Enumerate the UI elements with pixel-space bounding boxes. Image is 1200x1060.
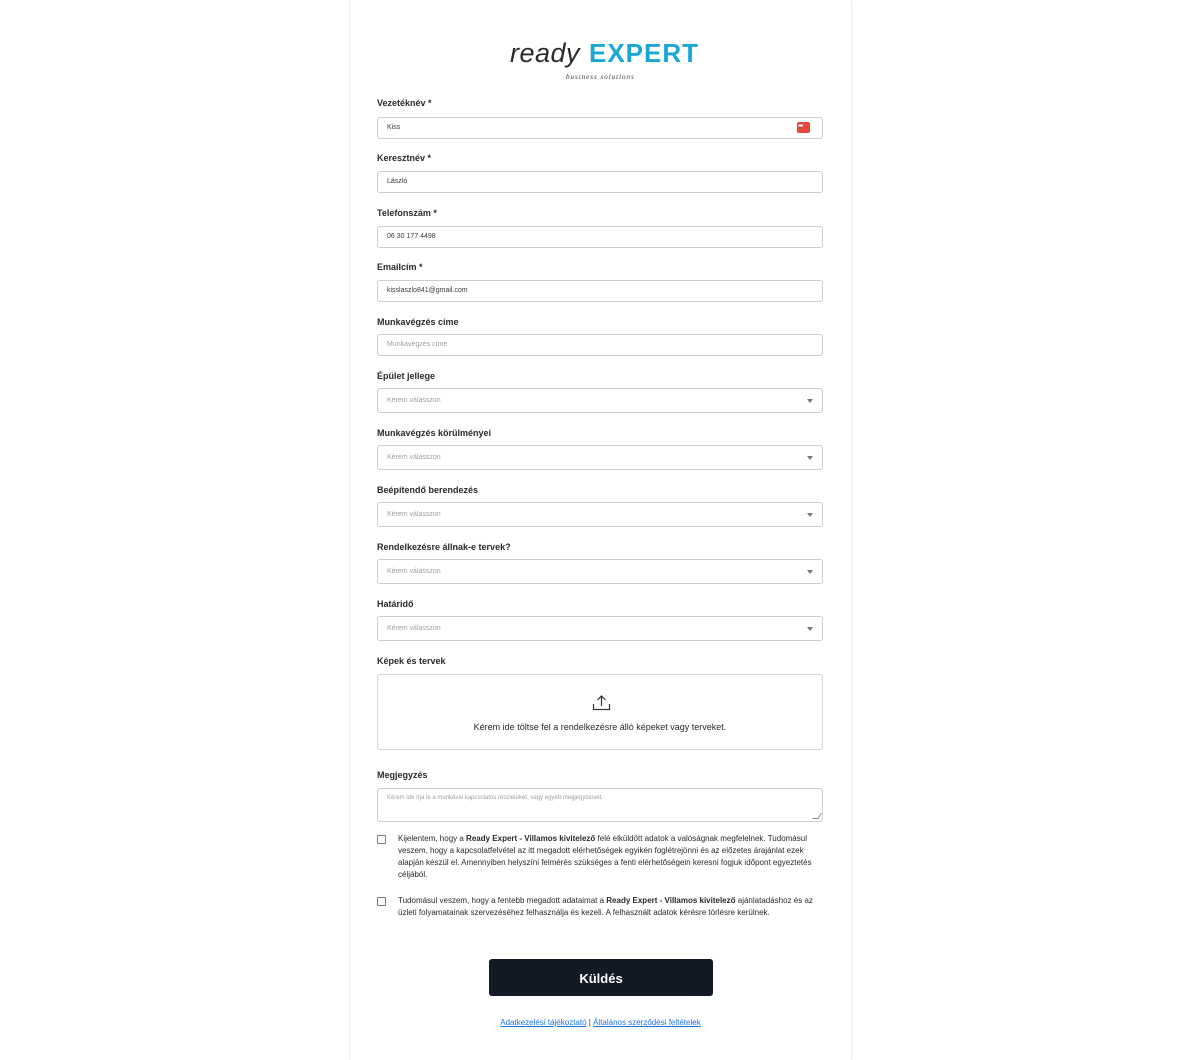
phone-label: Telefonszám * (377, 208, 437, 218)
upload-label: Képek és tervek (377, 656, 446, 666)
building-type-select[interactable] (377, 388, 823, 413)
work-conditions-label: Munkavégzés körülményei (377, 428, 492, 438)
ready-expert-logo (510, 38, 700, 86)
consent-data-company: Ready Expert - Villamos kivitelező (606, 896, 736, 905)
chevron-down-icon (807, 456, 813, 460)
work-conditions-select[interactable] (377, 445, 823, 470)
logo-tagline: business solutions (566, 73, 635, 81)
password-manager-icon[interactable] (797, 122, 810, 133)
deadline-label: Határidő (377, 599, 414, 609)
logo-expert-text: EXPERT (589, 38, 700, 68)
equipment-label: Beépítendő berendezés (377, 485, 479, 495)
notes-label: Megjegyzés (377, 770, 428, 780)
plans-value: Kérem válasszon (387, 568, 441, 575)
lastname-input[interactable] (377, 117, 823, 139)
building-type-label: Épület jellege (377, 371, 436, 381)
notes-textarea[interactable] (377, 788, 823, 822)
consent-data-text (398, 895, 828, 919)
footer-links (350, 1018, 851, 1027)
lastname-label: Vezetéknév * (377, 98, 432, 108)
terms-link[interactable]: Általános szerződési feltételek (593, 1018, 701, 1027)
consent-data-post: ajánlatadáshoz és az üzleti folyamatainak szervezéséhez felhasználja és kezeli. A felhasznált adatok kérésre törlésre kerülnek. (398, 896, 813, 917)
footer-separator: | (588, 1018, 591, 1027)
chevron-down-icon (807, 627, 813, 631)
chevron-down-icon (807, 570, 813, 574)
consent-accuracy-checkbox[interactable] (377, 835, 386, 844)
consent-accuracy-post: felé elküldött adatok a valóságnak megfelelnek. Tudomásul veszem, hogy a kapcsolatfelvétel az itt megadott elérhetőségek egyikén foglétrejönni és az előzetes árajánlat ezek alapján készül el. Amennyiben helyszíni felmérés szükséges a fenti elérhetőségein keresni fogjuk időpont egyeztetés céljából. (398, 834, 812, 879)
consent-data-pre: Tudomásul veszem, hogy a fentebb megadott adataimat a (398, 896, 607, 905)
consent-accuracy-pre: Kijelentem, hogy a (398, 834, 467, 843)
privacy-policy-link[interactable]: Adatkezelési tájékoztató (500, 1018, 587, 1027)
upload-instructions: Kérem ide töltse fel a rendelkezésre álló képeket vagy terveket. (473, 722, 727, 732)
email-label: Emailcím * (377, 262, 423, 272)
lastname-value: Kiss (387, 124, 401, 131)
logo-ready-text: ready (510, 38, 581, 68)
equipment-value: Kérem válasszon (387, 511, 441, 518)
deadline-value: Kérem válasszon (387, 625, 441, 632)
consent-accuracy-company: Ready Expert - Villamos kivitelező (466, 834, 596, 843)
building-type-value: Kérem válasszon (387, 397, 441, 404)
work-address-input[interactable]: Munkavégzés címe (377, 334, 823, 356)
equipment-select[interactable] (377, 502, 823, 527)
work-address-label: Munkavégzés címe (377, 317, 459, 327)
upload-dropzone[interactable] (377, 674, 823, 750)
consent-data-checkbox[interactable] (377, 897, 386, 906)
chevron-down-icon (807, 399, 813, 403)
chevron-down-icon (807, 513, 813, 517)
email-input[interactable]: kisslaszlo841@gmail.com (377, 280, 823, 302)
phone-input[interactable]: 06 30 177 4498 (377, 226, 823, 248)
plans-select[interactable] (377, 559, 823, 584)
firstname-input[interactable]: László (377, 171, 823, 193)
form-card (349, 0, 852, 1060)
resize-handle-icon[interactable] (812, 813, 821, 819)
plans-label: Rendelkezésre állnak-e tervek? (377, 542, 511, 552)
firstname-label: Keresztnév * (377, 153, 432, 163)
submit-button[interactable]: Küldés (489, 959, 713, 996)
deadline-select[interactable] (377, 616, 823, 641)
notes-placeholder: Kérem ide írja le a munkával kapcsolatos részleteket, vagy egyéb megjegyzéseit. (387, 795, 603, 801)
consent-accuracy-text (398, 833, 828, 881)
upload-icon (592, 694, 611, 711)
work-conditions-value: Kérem válasszon (387, 454, 441, 461)
